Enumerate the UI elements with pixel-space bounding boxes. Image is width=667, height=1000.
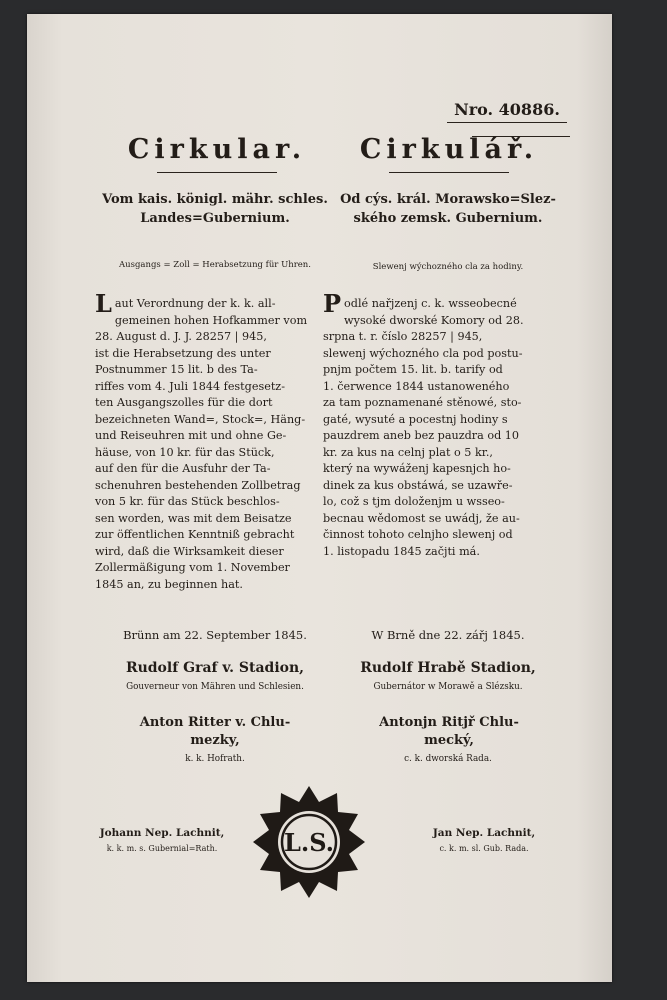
czech-date: W Brně dne 22. zářj 1845.	[371, 628, 525, 642]
czech-governor-title: Gubernátor w Morawě a Slézsku.	[373, 682, 523, 692]
german-title: Cirkular.	[127, 134, 307, 165]
document-number: Nro. 40886.	[447, 100, 567, 123]
german-drop-cap: L	[95, 289, 112, 318]
german-governor-name: Rudolf Graf v. Stadion,	[125, 660, 305, 676]
german-second-signer: Anton Ritter v. Chlu- mezky,	[139, 715, 291, 748]
german-date: Brünn am 22. September 1845.	[123, 628, 307, 642]
czech-title-rule	[389, 172, 509, 173]
czech-authority: Od cýs. král. Morawsko=Slez- ského zemsk. Gubernium.	[340, 192, 556, 226]
german-title-rule	[157, 172, 277, 173]
german-clerk: Johann Nep. Lachnit, k. k. m. s. Gubernial=Rath.	[99, 827, 225, 853]
czech-clerk: Jan Nep. Lachnit, c. k. m. sl. Gub. Rada.	[432, 827, 536, 853]
german-governor-title: Gouverneur von Mähren und Schlesien.	[126, 682, 304, 692]
german-body: L aut Verordnung der k. k. all- gemeinen hohen Hofkammer vom 28. August d. J. J. 28257 | 945, ist die Herabsetzung des unter Postnummer 15 lit. b des Ta- riffes vom 4. Juli 1844 festgesetz- ten Ausgangszolles für die dort bezeichneten Wand=, Stock=, Häng- und Reiseuhren mit und ohne Ge- häuse, von 10 kr. für das Stück, auf den für die Ausfuhr der Ta- schenuhren bestehenden Zollbetrag von 5 kr. für das Stück beschlos- sen worden, was mit dem Beisatze zur öffentlichen Kenntniß gebracht wird, daß die Wirksamkeit dieser Zollermäßigung vom 1. November 1845 an, zu beginnen hat.	[95, 289, 308, 591]
document-sheet	[27, 14, 612, 982]
czech-title: Cirkulář.	[359, 134, 539, 165]
german-authority: Vom kais. königl. mähr. schles. Landes=Gubernium.	[102, 192, 328, 226]
czech-body: P odlé nařjzenj c. k. wsseobecné wysoké dworské Komory od 28. srpna t. r. číslo 28257 | 945, slewenj wýchozného cla pod postu- pnjm počtem 15. lit. b. tarify od 1. čerwence 1844 ustanoweného za tam poznamenané stěnowé, sto- gaté, wysuté a pocestnj hodiny s pauzdrem aneb bez pauzdra od 10 kr. za kus na celnj plat o 5 kr., který na wywáženj kapesnjch ho- dinek za kus obstáwá, se uzawře- lo, což s tjm doloženjm u wsseo- becnau wědomost se uwádj, že au- činnost tohoto celnjho slewenj od 1. listopadu 1845 začjti má.	[323, 289, 524, 558]
czech-subject: Slewenj wýchozného cla za hodiny.	[372, 262, 524, 272]
czech-second-signer-title: c. k. dworská Rada.	[404, 754, 492, 764]
czech-governor-name: Rudolf Hrabě Stadion,	[360, 660, 536, 676]
german-subject: Ausgangs = Zoll = Herabsetzung für Uhren.	[119, 260, 311, 270]
german-second-signer-title: k. k. Hofrath.	[185, 754, 245, 764]
czech-drop-cap: P	[323, 289, 342, 318]
seal-text: L.S.	[283, 828, 335, 857]
locus-sigilli-seal	[249, 784, 369, 900]
czech-second-signer: Antonjn Ritjř Chlu- mecký,	[379, 715, 519, 748]
